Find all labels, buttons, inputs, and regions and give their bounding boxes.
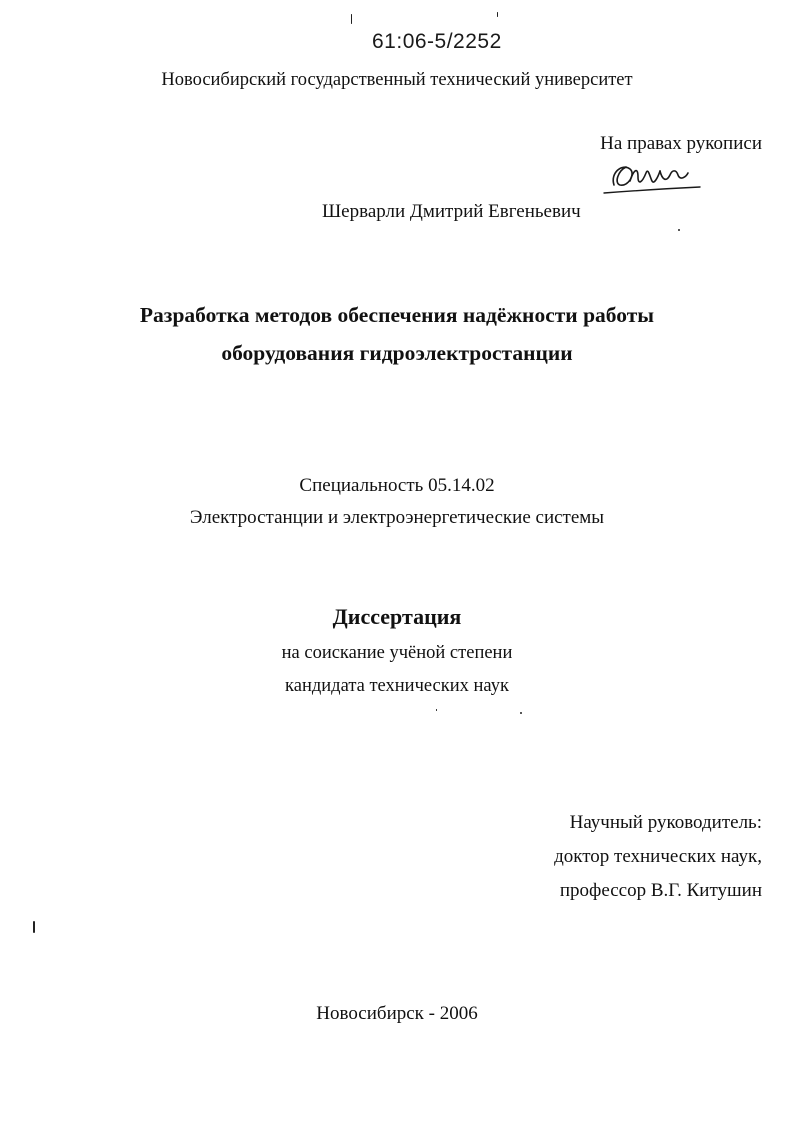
author-name: Шерварли Дмитрий Евгеньевич bbox=[322, 201, 581, 222]
title-line-2: оборудования гидроэлектростанции bbox=[221, 341, 573, 365]
scan-speck bbox=[351, 14, 352, 24]
specialty-name: Электростанции и электроэнергетические системы bbox=[189, 507, 605, 528]
manuscript-rights-note: На правах рукописи bbox=[600, 133, 762, 154]
title-line-1: Разработка методов обеспечения надёжности работы bbox=[139, 303, 655, 327]
supervisor-role: Научный руководитель: bbox=[569, 812, 762, 833]
signature-icon bbox=[600, 155, 710, 200]
library-stamp-number: 61:06-5/2252 bbox=[372, 30, 502, 53]
scan-speck bbox=[436, 709, 437, 711]
degree-line-2: кандидата технических наук bbox=[285, 676, 509, 696]
scan-speck bbox=[497, 12, 498, 17]
university-name: Новосибирский государственный технический университет bbox=[161, 70, 633, 90]
specialty-code: Специальность 05.14.02 bbox=[299, 475, 495, 496]
dissertation-title bbox=[0, 296, 794, 372]
scan-speck bbox=[678, 229, 680, 231]
degree-line-1: на соискание учёной степени bbox=[281, 643, 513, 663]
supervisor-name: профессор В.Г. Китушин bbox=[559, 880, 762, 901]
document-type: Диссертация bbox=[332, 604, 462, 629]
scan-speck bbox=[520, 712, 522, 714]
city-and-year: Новосибирск - 2006 bbox=[316, 1003, 478, 1024]
scientific-supervisor bbox=[554, 806, 762, 908]
supervisor-degree: доктор технических наук, bbox=[554, 846, 762, 867]
scan-speck bbox=[33, 921, 35, 933]
